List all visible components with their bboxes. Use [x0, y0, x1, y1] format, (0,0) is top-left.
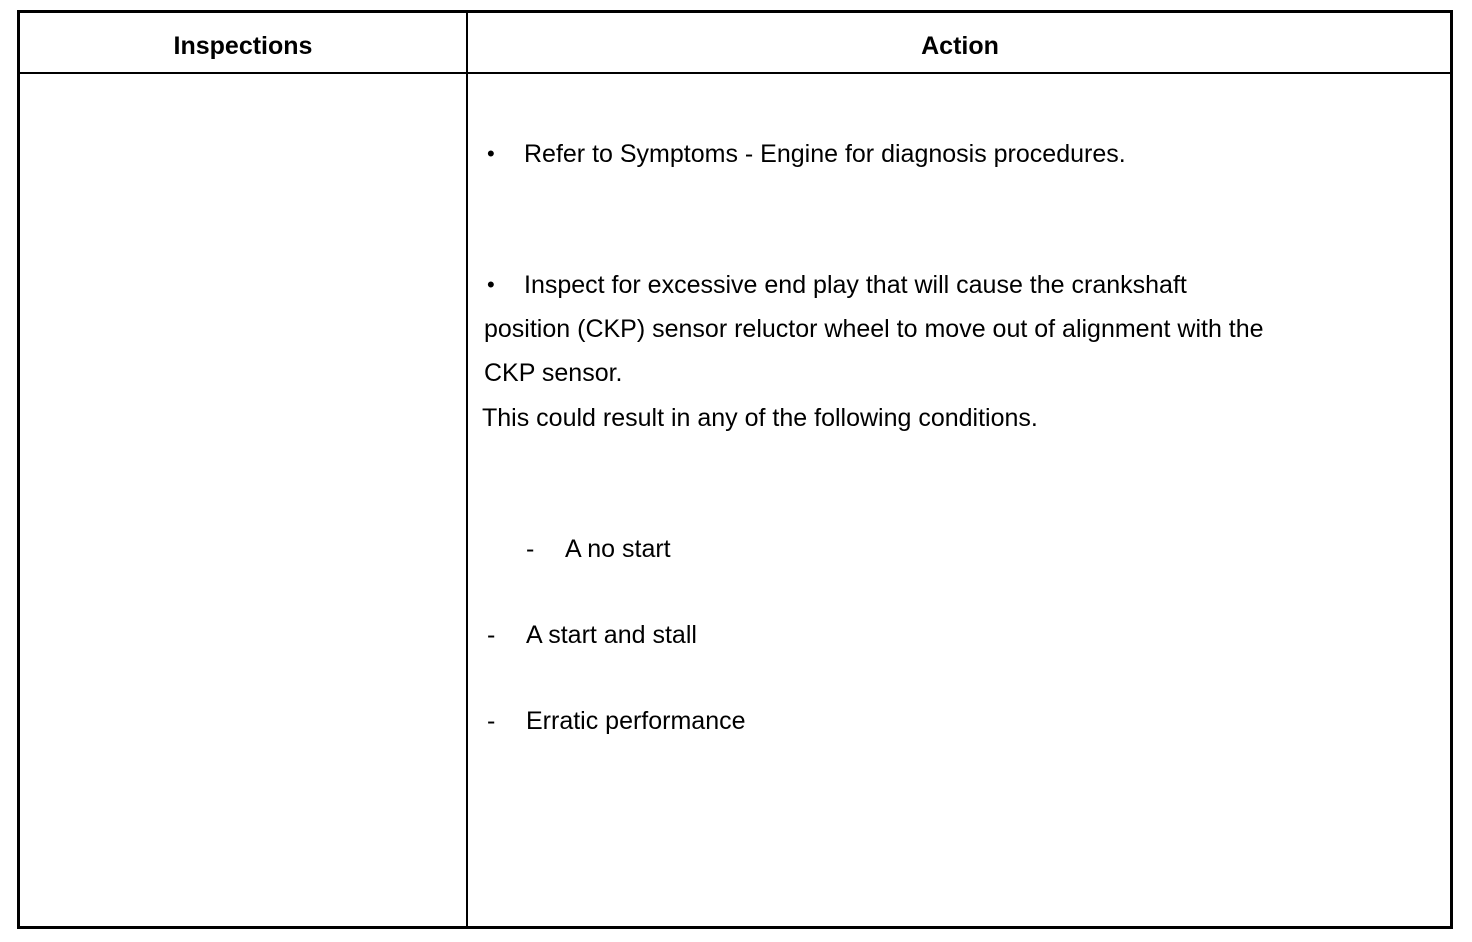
condition-start-and-stall: A start and stall [526, 621, 697, 649]
column-divider [466, 10, 468, 929]
bullet-2-line-2: position (CKP) sensor reluctor wheel to move out of alignment with the [484, 315, 1264, 343]
condition-dash: - [526, 535, 535, 563]
bullet-marker: • [487, 141, 495, 166]
bullet-2-line-3: CKP sensor. [484, 359, 623, 387]
condition-dash: - [487, 707, 496, 735]
condition-erratic-performance: Erratic performance [526, 707, 746, 735]
condition-dash: - [487, 621, 496, 649]
bullet-marker: • [487, 272, 495, 297]
bullet-1-text: Refer to Symptoms - Engine for diagnosis procedures. [524, 140, 1126, 168]
condition-no-start: A no start [565, 535, 671, 563]
bullet-2-line-1: Inspect for excessive end play that will cause the crankshaft [524, 271, 1187, 299]
header-action: Action [921, 32, 999, 60]
header-inspections: Inspections [173, 32, 313, 60]
inspections-cell [20, 74, 466, 926]
result-intro-text: This could result in any of the following conditions. [482, 404, 1038, 432]
